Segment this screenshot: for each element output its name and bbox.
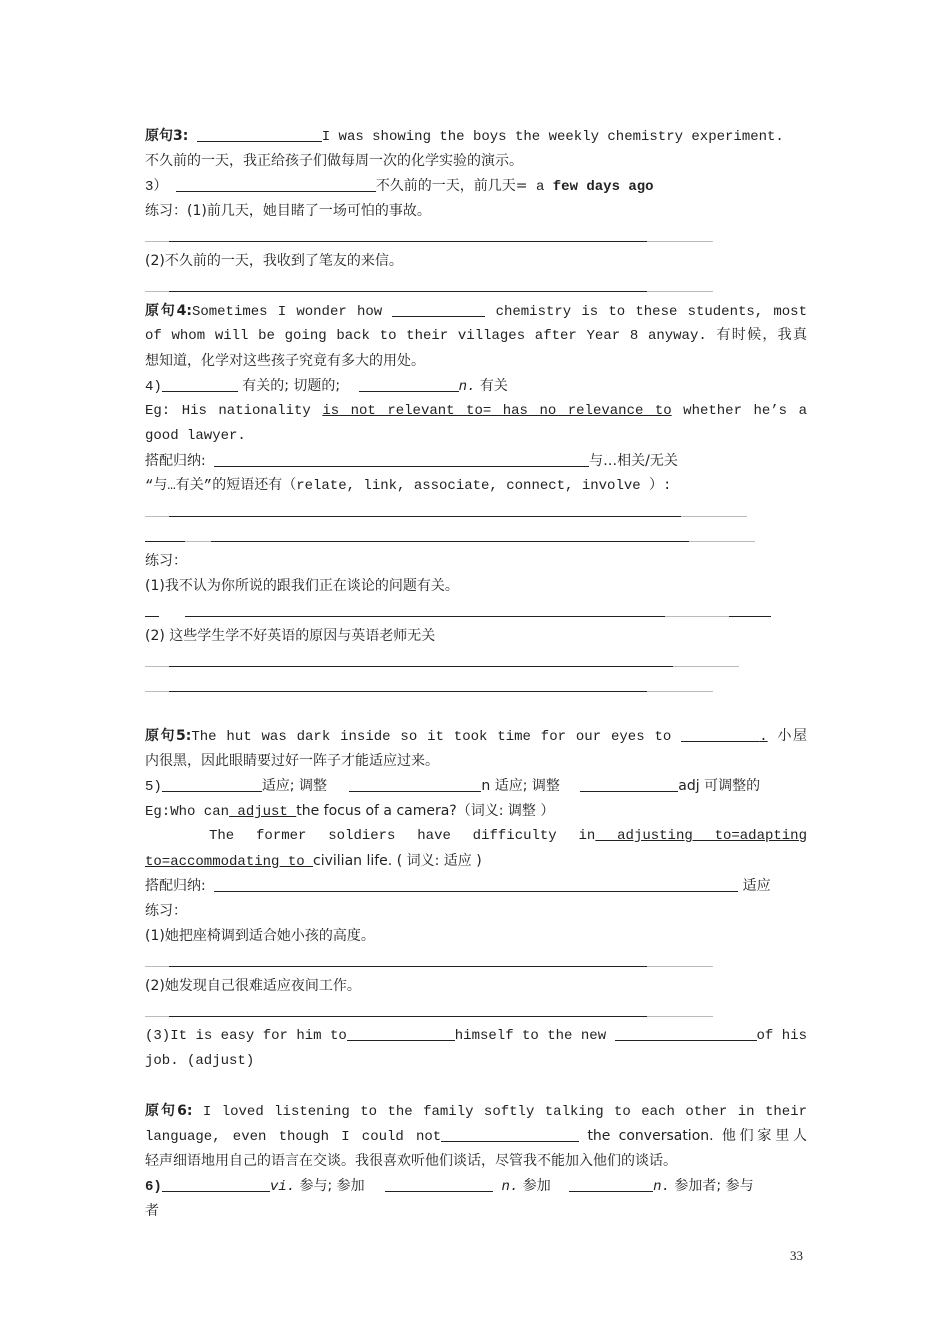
s4-phrases: “与…有关”的短语还有（relate, link, associate, connect, involve ）: — [145, 478, 672, 494]
s3-answer-line-2[interactable] — [145, 274, 807, 299]
s5-example-1-a: Eg:Who can — [145, 804, 230, 820]
s5-example-1 — [145, 799, 807, 824]
s3-item-meaning: 不久前的一天，前几天= — [375, 178, 528, 194]
s3-exercise-1: 练习：(1)前几天，她目睹了一场可怕的事故。 — [145, 203, 431, 219]
s5-collocation-blank[interactable] — [214, 876, 738, 892]
s5-example-2-b: civilian life. ( 词义: 适应 ) — [313, 853, 482, 869]
s5-item-meaning-b: n 适应; 调整 — [481, 778, 560, 794]
s6-sentence-line2 — [145, 1124, 807, 1149]
s5-text-b: 小屋 — [777, 728, 808, 744]
s4-sentence-line1 — [145, 299, 807, 324]
s6-item-blank-3[interactable] — [569, 1176, 653, 1192]
s5-exercise-3-blank-1[interactable] — [347, 1025, 455, 1041]
s5-item-blank-3[interactable] — [580, 776, 678, 792]
s5-exercise-3-blank-2[interactable] — [615, 1025, 757, 1041]
s6-item-meaning-c: 参加者; 参与 — [669, 1178, 754, 1194]
s4-label: 原句4: — [145, 303, 192, 319]
s4-phrase-line-1[interactable] — [145, 499, 807, 524]
s5-example-2 — [145, 824, 807, 849]
s4-item — [145, 374, 807, 399]
s5-exercise-2: (2)她发现自己很难适应夜间工作。 — [145, 978, 361, 994]
s3-sentence — [145, 124, 807, 149]
s4-item-blank-1[interactable] — [162, 376, 238, 392]
s5-example-1-b: the focus of a camera?（词义: 调整 ） — [296, 803, 555, 819]
s5-item-number: 5) — [145, 779, 162, 795]
s5-exercise-3-end: job. (adjust) — [145, 1053, 255, 1069]
s6-item-blank-2[interactable] — [385, 1176, 493, 1192]
s4-blank[interactable] — [392, 301, 485, 317]
s4-example — [145, 399, 807, 424]
s5-label: 原句5: — [145, 728, 192, 744]
s4-collocation-label: 搭配归纳: — [145, 453, 206, 469]
s5-exercise-3 — [145, 1024, 807, 1049]
s5-example-2-cont — [145, 849, 807, 874]
s5-collocation — [145, 874, 807, 899]
s6-item-pos-1: vi. — [269, 1179, 296, 1195]
s4-answer-line-1[interactable] — [145, 599, 807, 624]
s6-label: 原句6: — [145, 1103, 193, 1119]
s4-item-pos: n. — [458, 379, 476, 395]
s5-blank[interactable] — [681, 726, 759, 742]
s5-item — [145, 774, 807, 799]
s3-blank[interactable] — [197, 126, 322, 142]
s4-collocation-blank[interactable] — [214, 451, 589, 467]
s6-item-pos-2: n. — [501, 1179, 519, 1195]
worksheet-content — [145, 124, 807, 1224]
s5-answer-line-1[interactable] — [145, 949, 807, 974]
s5-item-blank-2[interactable] — [349, 776, 481, 792]
s4-text-b: chemistry is to these students, most — [495, 304, 807, 320]
s4-item-number: 4) — [145, 379, 162, 395]
s5-item-meaning-c: adj 可调整的 — [678, 778, 761, 794]
s5-sentence-line1 — [145, 724, 807, 749]
s4-collocation — [145, 449, 807, 474]
s5-exercise-1: (1)她把座椅调到适合她小孩的高度。 — [145, 928, 375, 944]
s3-answer-line-1[interactable] — [145, 224, 807, 249]
s3-label: 原句3: — [145, 128, 189, 144]
s6-item-meaning-a: 参与; 参加 — [295, 1178, 365, 1194]
s3-item-number: 3） — [145, 179, 168, 195]
s4-sentence-line2: of whom will be going back to their villages after Year 8 anyway. 有时候，我真 — [145, 328, 807, 344]
s3-item — [145, 174, 807, 199]
s5-example-2-underlined-1: adjusting to=adapting — [595, 828, 807, 844]
s5-item-blank-1[interactable] — [162, 776, 262, 792]
s6-item — [145, 1174, 807, 1199]
s5-practice-label: 练习： — [145, 903, 187, 919]
s5-dot: . — [759, 729, 768, 745]
s5-exercise-3-a: (3)It is easy for him to — [145, 1028, 347, 1044]
s6-item-blank-1[interactable] — [162, 1176, 270, 1192]
s5-example-2-a: The former soldiers have difficulty in — [209, 828, 596, 844]
s4-example-end: good lawyer. — [145, 428, 246, 444]
s4-example-underlined: is not relevant to= has no relevance to — [322, 403, 672, 419]
s6-item-end: 者 — [145, 1203, 159, 1219]
s4-collocation-meaning: 与…相关/无关 — [589, 453, 678, 469]
s6-text-2a: language, even though I could not — [145, 1129, 442, 1145]
s4-phrase-line-2[interactable] — [145, 524, 807, 549]
s4-item-meaning-b: 有关 — [475, 378, 508, 394]
s6-item-number: 6) — [145, 1179, 162, 1195]
s5-exercise-3-c: of his — [756, 1028, 807, 1044]
s4-item-blank-2[interactable] — [359, 376, 459, 392]
s6-item-meaning-b: 参加 — [518, 1178, 551, 1194]
s4-translation: 想知道，化学对这些孩子究竟有多大的用处。 — [145, 353, 425, 369]
s4-example-a: Eg: His nationality — [145, 403, 323, 419]
s6-sentence-line1 — [145, 1099, 807, 1124]
s3-translation: 不久前的一天，我正给孩子们做每周一次的化学实验的演示。 — [145, 153, 523, 169]
s4-answer-line-2[interactable] — [145, 649, 807, 674]
s6-item-pos-3: n. — [653, 1179, 670, 1195]
s5-collocation-meaning: 适应 — [738, 878, 771, 894]
s5-exercise-3-b: himself to the new — [454, 1028, 615, 1044]
s4-example-b: whether he’s a — [671, 403, 807, 419]
s6-translation: 轻声细语地用自己的语言在交谈。我很喜欢听他们谈话，尽管我不能加入他们的谈话。 — [145, 1153, 677, 1169]
s4-answer-line-3[interactable] — [145, 674, 807, 699]
s5-answer-line-2[interactable] — [145, 999, 807, 1024]
s3-item-en: a — [527, 179, 553, 195]
s5-text-a: The hut was dark inside so it took time for our eyes to — [191, 729, 672, 745]
s4-exercise-1: (1)我不认为你所说的跟我们正在谈论的问题有关。 — [145, 578, 459, 594]
s5-translation: 内很黑，因此眼睛要过好一阵子才能适应过来。 — [145, 753, 439, 769]
s5-collocation-label: 搭配归纳: — [145, 878, 206, 894]
s3-item-blank[interactable] — [176, 176, 376, 192]
s6-text-2b: the conversation. 他们家里人 — [579, 1128, 807, 1144]
s4-item-meaning-a: 有关的; 切题的; — [237, 378, 341, 394]
s3-exercise-2: (2)不久前的一天，我收到了笔友的来信。 — [145, 253, 403, 269]
s5-example-2-underlined-2: to=accommodating to — [145, 854, 314, 870]
page-number: 33 — [790, 1248, 803, 1263]
s4-exercise-2: (2) 这些学生学不好英语的原因与英语老师无关 — [145, 628, 436, 644]
s3-text: I was showing the boys the weekly chemistry experiment. — [321, 129, 784, 145]
s4-text-a: Sometimes I wonder how — [191, 304, 383, 320]
s4-practice-label: 练习： — [145, 553, 187, 569]
s5-item-meaning-a: 适应; 调整 — [261, 778, 327, 794]
s6-blank[interactable] — [441, 1126, 579, 1142]
s6-text-1: I loved listening to the family softly talking to each other in their — [202, 1104, 808, 1120]
s3-item-phrase: few days ago — [552, 179, 654, 195]
s5-example-1-underlined: adjust — [229, 804, 297, 820]
